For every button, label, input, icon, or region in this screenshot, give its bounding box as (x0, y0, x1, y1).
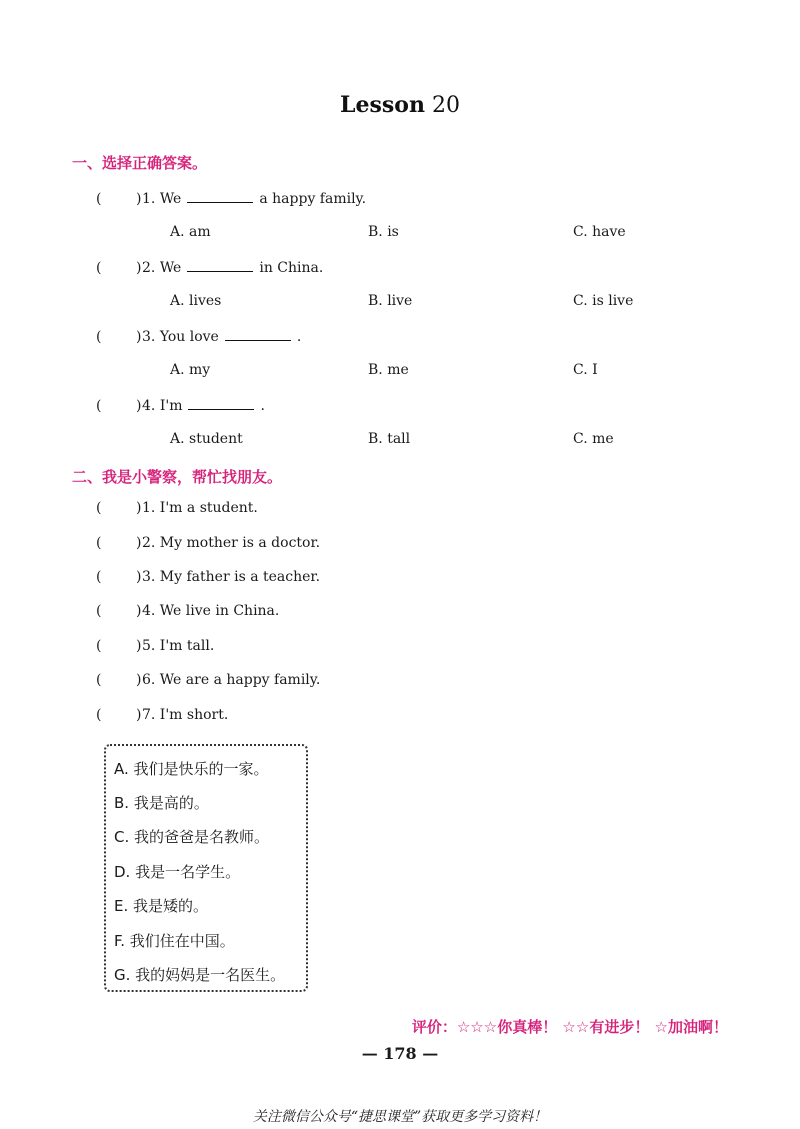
choice-b: B. 我是高的。 (114, 794, 209, 812)
rating-line: 评价：☆☆☆你真棒！ ☆☆有进步！ ☆加油啊！ (411, 1018, 728, 1036)
match-item-3[interactable]: ( ) 3. My father is a teacher. (96, 569, 321, 585)
option-1c[interactable]: C. have (573, 224, 626, 240)
footer-note: 关注微信公众号“捷思课堂”获取更多学习资料！ (252, 1109, 548, 1125)
answer-blank[interactable] (187, 190, 253, 203)
choice-f: F. 我们住在中国。 (114, 932, 235, 950)
option-2c[interactable]: C. is live (573, 293, 634, 309)
section-2-heading: 二、我是小警察，帮忙找朋友。 (72, 468, 283, 486)
question-3: ( ) 3. You love . (96, 329, 302, 345)
match-item-6[interactable]: ( ) 6. We are a happy family. (96, 672, 321, 688)
option-4a[interactable]: A. student (170, 431, 243, 447)
match-item-2[interactable]: ( ) 2. My mother is a doctor. (96, 535, 321, 551)
match-item-4[interactable]: ( ) 4. We live in China. (96, 603, 280, 619)
option-4b[interactable]: B. tall (368, 431, 411, 447)
match-item-7[interactable]: ( ) 7. I'm short. (96, 707, 229, 723)
option-2a[interactable]: A. lives (170, 293, 222, 309)
choice-d: D. 我是一名学生。 (114, 863, 241, 881)
answer-blank[interactable] (225, 328, 291, 341)
match-item-5[interactable]: ( ) 5. I'm tall. (96, 638, 215, 654)
answer-blank[interactable] (187, 259, 253, 272)
page-number: — 178 — (361, 1044, 439, 1063)
option-3b[interactable]: B. me (368, 362, 409, 378)
choice-a: A. 我们是快乐的一家。 (114, 760, 269, 778)
option-3a[interactable]: A. my (170, 362, 211, 378)
option-1b[interactable]: B. is (368, 224, 399, 240)
option-2b[interactable]: B. live (368, 293, 413, 309)
answer-blank[interactable] (188, 397, 254, 410)
section-1-heading: 一、选择正确答案。 (72, 154, 208, 172)
choice-c: C. 我的爸爸是名教师。 (114, 828, 270, 846)
question-4: ( ) 4. I'm . (96, 398, 265, 414)
page-title: Lesson 20 (340, 92, 460, 118)
option-3c[interactable]: C. I (573, 362, 598, 378)
option-1a[interactable]: A. am (170, 224, 211, 240)
option-4c[interactable]: C. me (573, 431, 614, 447)
question-2: ( ) 2. We in China. (96, 260, 324, 276)
choice-g: G. 我的妈妈是一名医生。 (114, 966, 286, 984)
match-item-1[interactable]: ( ) 1. I'm a student. (96, 500, 258, 516)
choice-e: E. 我是矮的。 (114, 897, 209, 915)
question-1: ( ) 1. We a happy family. (96, 191, 367, 207)
